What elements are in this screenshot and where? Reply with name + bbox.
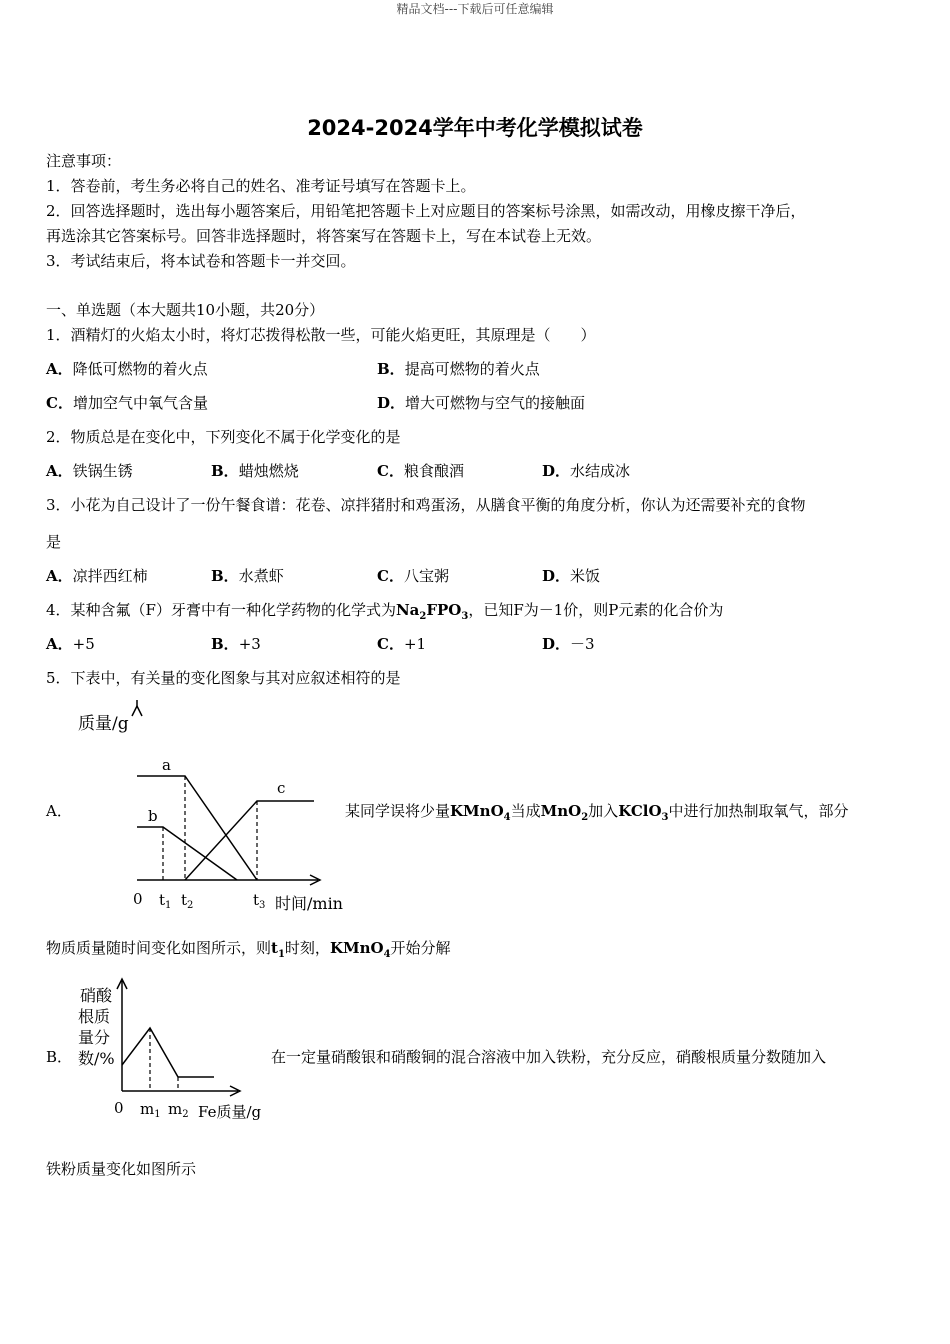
option-label: D． bbox=[542, 462, 571, 480]
q4-formula bbox=[395, 601, 469, 622]
notice-item-3: 3．考试结束后，将本试卷和答题卡一并交回。 bbox=[46, 252, 356, 270]
section-heading: 一、单选题（本大题共10小题，共20分） bbox=[46, 301, 325, 319]
q2-option-a bbox=[46, 461, 133, 481]
option-label: C． bbox=[377, 635, 404, 653]
desc-text: 开始分解 bbox=[390, 939, 451, 957]
graph-b-xlabel: Fe质量/g bbox=[198, 1103, 262, 1121]
formula-part: FPO bbox=[426, 601, 462, 619]
graph-a-ylabel: 质量/g bbox=[78, 714, 129, 734]
option-text: 粮食酿酒 bbox=[403, 462, 464, 480]
option-label: C． bbox=[46, 394, 73, 412]
q1-option-a bbox=[46, 359, 208, 379]
formula-kmno4 bbox=[450, 802, 511, 823]
q3-stem: 3．小花为自己设计了一份午餐食谱：花卷、凉拌猪肘和鸡蛋汤，从膳食平衡的角度分析，你认为还需要补充的食物 bbox=[46, 496, 806, 514]
tick-m1 bbox=[140, 1100, 161, 1120]
formula-subscript: 4 bbox=[503, 812, 511, 823]
notice-item-1: 1．答卷前，考生务必将自己的姓名、准考证号填写在答题卡上。 bbox=[46, 177, 476, 195]
tick-m1-main: m bbox=[140, 1100, 155, 1118]
q5-option-a-label: A． bbox=[46, 802, 72, 820]
q3-option-b bbox=[211, 566, 284, 586]
formula-kmno4 bbox=[329, 939, 391, 960]
q5-graph-b bbox=[70, 975, 280, 1130]
formula-subscript: 4 bbox=[383, 949, 391, 960]
graph-b-ylabel-1: 硝酸 bbox=[80, 986, 113, 1005]
graph-b-ylabel-3: 量分 bbox=[78, 1028, 111, 1047]
nitrate-line bbox=[122, 1028, 214, 1077]
option-label: C． bbox=[377, 567, 404, 585]
tick-t3 bbox=[253, 891, 265, 911]
option-text: 提高可燃物的着火点 bbox=[404, 360, 540, 378]
q4-option-b bbox=[211, 634, 261, 654]
formula-part: KClO bbox=[618, 802, 662, 820]
notice-heading: 注意事项： bbox=[46, 152, 122, 170]
q4-stem-post: ，已知F为－1价，则P元素的化合价为 bbox=[468, 601, 724, 619]
option-label: D． bbox=[542, 635, 571, 653]
formula-subscript: 1 bbox=[277, 949, 285, 960]
q5-stem: 5．下表中，有关量的变化图象与其对应叙述相符的是 bbox=[46, 669, 401, 687]
q3-stem-cont: 是 bbox=[46, 533, 62, 551]
option-text: 水煮虾 bbox=[238, 567, 284, 585]
q2-option-d bbox=[542, 461, 630, 481]
option-label: A． bbox=[46, 567, 73, 585]
notice-item-2-cont: 再选涂其它答案标号。回答非选择题时，将答案写在答题卡上，写在本试卷上无效。 bbox=[46, 227, 602, 245]
q1-option-b bbox=[377, 359, 540, 379]
graph-b-ylabel-4: 数/% bbox=[78, 1049, 115, 1068]
q3-option-a bbox=[46, 566, 148, 586]
option-text: 水结成冰 bbox=[570, 462, 631, 480]
graph-a-origin: 0 bbox=[133, 890, 143, 908]
graph-a-xlabel: 时间/min bbox=[275, 894, 343, 913]
formula-subscript: 3 bbox=[661, 812, 669, 823]
formula-subscript: 2 bbox=[581, 812, 589, 823]
q1-stem: 1．酒精灯的火焰太小时，将灯芯拨得松散一些，可能火焰更旺，其原理是（ ） bbox=[46, 326, 596, 344]
q4-option-a bbox=[46, 634, 95, 654]
desc-text: 加入 bbox=[588, 802, 619, 820]
formula-kclo3 bbox=[618, 802, 669, 823]
option-label: B． bbox=[211, 567, 239, 585]
option-text: 米饭 bbox=[570, 567, 601, 585]
tick-m2-sub: 2 bbox=[182, 1109, 189, 1120]
q5-option-a-desc-cont bbox=[46, 938, 451, 965]
q5-option-a-desc bbox=[345, 801, 849, 828]
option-text: +3 bbox=[238, 635, 261, 653]
q2-option-c bbox=[377, 461, 464, 481]
formula-subscript: 3 bbox=[461, 611, 469, 622]
q3-option-d bbox=[542, 566, 600, 586]
q4-option-d bbox=[542, 634, 595, 654]
option-text: +5 bbox=[72, 635, 95, 653]
tick-t1-sub: 1 bbox=[165, 900, 172, 911]
desc-text: 当成 bbox=[510, 802, 541, 820]
desc-text: 中进行加热制取氧气，部分 bbox=[668, 802, 849, 820]
option-text: 增加空气中氧气含量 bbox=[72, 394, 208, 412]
formula-part: KMnO bbox=[450, 802, 504, 820]
option-label: A． bbox=[46, 360, 73, 378]
q2-option-b bbox=[211, 461, 299, 481]
graph-b-origin: 0 bbox=[114, 1099, 124, 1117]
tick-m1-sub: 1 bbox=[154, 1109, 161, 1120]
q4-stem bbox=[46, 600, 723, 627]
curve-b-label: b bbox=[148, 807, 158, 825]
q1-option-d bbox=[377, 393, 585, 413]
option-text: 八宝粥 bbox=[403, 567, 449, 585]
option-text: 铁锅生锈 bbox=[72, 462, 133, 480]
option-label: D． bbox=[542, 567, 571, 585]
option-text: +1 bbox=[403, 635, 427, 653]
option-text: 降低可燃物的着火点 bbox=[72, 360, 208, 378]
option-text: 增大可燃物与空气的接触面 bbox=[405, 394, 586, 412]
tick-t1 bbox=[159, 891, 171, 911]
q5-option-b-desc: 在一定量硝酸银和硝酸铜的混合溶液中加入铁粉，充分反应，硝酸根质量分数随加入 bbox=[271, 1048, 827, 1066]
formula-subscript: 2 bbox=[419, 611, 427, 622]
tick-t2 bbox=[181, 891, 193, 911]
q1-option-c bbox=[46, 393, 208, 413]
tick-t2-main: t bbox=[181, 891, 188, 909]
option-label: B． bbox=[377, 360, 405, 378]
q3-option-c bbox=[377, 566, 449, 586]
q4-option-c bbox=[377, 634, 426, 654]
curve-a-label: a bbox=[162, 756, 171, 774]
time-t1 bbox=[271, 939, 285, 960]
option-label: A． bbox=[46, 462, 73, 480]
option-text: 蜡烛燃烧 bbox=[238, 462, 299, 480]
tick-m2 bbox=[168, 1100, 189, 1120]
q4-stem-pre: 4．某种含氟（F）牙膏中有一种化学药物的化学式为 bbox=[46, 601, 396, 619]
formula-part: KMnO bbox=[329, 939, 384, 957]
tick-t3-sub: 3 bbox=[259, 900, 266, 911]
formula-part: MnO bbox=[540, 802, 582, 820]
graph-b-ylabel-2: 根质 bbox=[78, 1007, 111, 1026]
tick-t2-sub: 2 bbox=[187, 900, 194, 911]
page-title: 2024-2024学年中考化学模拟试卷 bbox=[307, 116, 643, 140]
option-text: －3 bbox=[570, 635, 595, 653]
desc-text: 时刻， bbox=[284, 939, 330, 957]
option-label: B． bbox=[211, 635, 239, 653]
tick-m2-main: m bbox=[168, 1100, 183, 1118]
option-text: 凉拌西红柿 bbox=[72, 567, 148, 585]
tick-t1-main: t bbox=[159, 891, 166, 909]
q5-graph-a bbox=[70, 700, 350, 920]
option-label: D． bbox=[377, 394, 406, 412]
page-header: 精品文档---下载后可任意编辑 bbox=[396, 2, 554, 16]
desc-text: 物质质量随时间变化如图所示，则 bbox=[46, 939, 272, 957]
line-a bbox=[137, 776, 257, 880]
q5-option-b-label: B． bbox=[46, 1048, 73, 1066]
option-label: B． bbox=[211, 462, 239, 480]
option-label: A． bbox=[46, 635, 73, 653]
tick-t3-main: t bbox=[253, 891, 260, 909]
q5-option-b-desc-cont: 铁粉质量变化如图所示 bbox=[46, 1160, 197, 1178]
formula-part: Na bbox=[395, 601, 420, 619]
y-axis-arrow bbox=[132, 706, 142, 716]
line-b bbox=[137, 827, 237, 880]
formula-mno2 bbox=[540, 802, 589, 823]
notice-item-2: 2．回答选择题时，选出每小题答案后，用铅笔把答题卡上对应题目的答案标号涂黑，如需改动，用橡皮擦干净后， bbox=[46, 202, 806, 220]
desc-text: 某同学误将少量 bbox=[345, 802, 451, 820]
option-label: C． bbox=[377, 462, 404, 480]
formula-part: t bbox=[271, 939, 278, 957]
curve-c-label: c bbox=[277, 779, 286, 797]
q2-stem: 2．物质总是在变化中，下列变化不属于化学变化的是 bbox=[46, 428, 401, 446]
